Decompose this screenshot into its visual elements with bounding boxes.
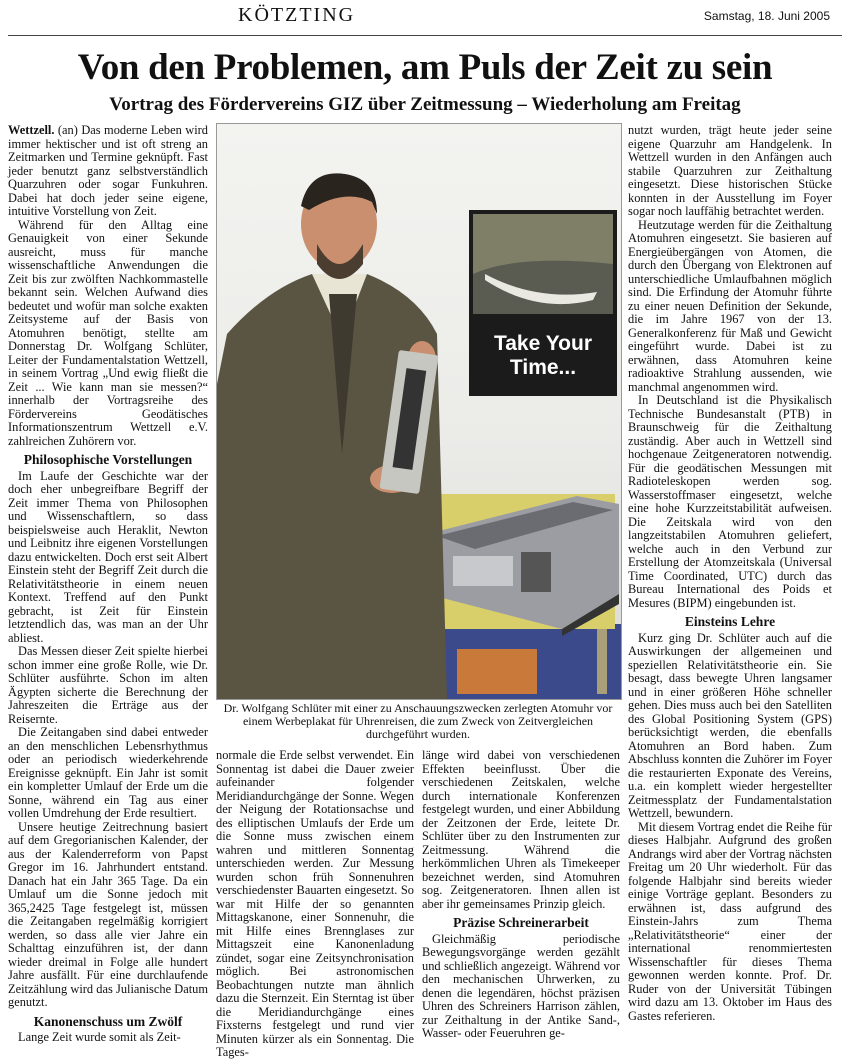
article-column-2: [216, 748, 414, 1059]
header-rule: [8, 35, 842, 36]
poster-line-1: Take Your: [493, 332, 593, 355]
paragraph: normale die Erde selbst verwendet. Ein Sonnentag ist dabei die Dauer zweier aufeinander folgender Meridiandurchgänge der Sonne. Wegen der Neigung der Rotationsachse und des elliptischen Umlaufs der Erde um die Sonne muss zwischen einem wahren und mittleren Sonnentag unterschieden werden. Zur Messung wurden schon früh Sonnenuhren verschiedenster Bauarten eingesetzt. So war mit Hilfe der so genannten Mittagskanone, einer Sonnenuhr, die mit Hilfe eines Brennglases zur Mittagszeit eine Kanonenladung zündet, sogar eine Zeitsynchronisation möglich. Bei astronomischen Beobachtungen nutzte man ähnlich dazu die Sternzeit. Ein Sterntag ist über die Meridiandurchgänge eines Fixsterns festgelegt und rund vier Minuten kürzer als ein Sonnentag. Die Tages-: [216, 748, 414, 1059]
subheading: Kanonenschuss um Zwölf: [33, 1013, 183, 1029]
issue-date: Samstag, 18. Juni 2005: [703, 9, 830, 23]
paragraph: Kurz ging Dr. Schlüter auch auf die Auswirkungen der allgemeinen und speziellen Relativitätstheorie ein. Sie besagt, dass bewegte Uhren langsamer und in einer größeren Höhe schneller gehen. Dies muss auch bei den Satelliten des Global Positioning System (GPS) berücksichtigt werden, die ebenfalls Atomuhren an Bord haben. Zum Abschluss konnten die Zuhörer im Foyer die restaurierten Exponate des Vereins, u.a. ein komplett wieder hergestellter Zeitmessplatz der Fundamentalstation Wettzell, bewundern.: [628, 630, 832, 820]
subheading: Philosophische Vorstellungen: [23, 452, 193, 467]
subheading: Präzise Schreinerarbeit: [453, 915, 589, 930]
paragraph: Das Messen dieser Zeit spielte hierbei schon immer eine große Rolle, wie Dr. Schlüter ausführte. Schon im alten Ägypten sicherte die Berechnung der Jahreszeiten die Erträge aus der Reisernte.: [8, 644, 208, 726]
travel-poster: [469, 210, 617, 396]
subheadline: Vortrag des Fördervereins GIZ über Zeitmessung – Wiederholung am Freitag: [109, 94, 741, 115]
headline: Von den Problemen, am Puls der Zeit zu sein: [77, 47, 773, 88]
paragraph: Gleichmäßig periodische Bewegungsvorgänge werden gezählt und schließlich angezeigt. Während vor den mechanischen Uhrwerken, zu denen die legendären, höchst präzisen Uhren des Schreiners Harrison zählen, zur Zeithaltung in der Antike Sand-, Wasser- oder Feueruhren ge-: [422, 931, 620, 1040]
poster-line-2: Time...: [509, 356, 577, 379]
article-column-4: [628, 124, 832, 1029]
article-column-3: [422, 748, 620, 1040]
paragraph: nutzt wurden, trägt heute jeder seine eigene Quarzuhr am Handgelenk. In Wettzell wurden in den Anfängen auch stabile Quarzuhren zur Zeithaltung eingesetzt. Diese historischen Stücke konnten in der Ausstellung im Foyer sogar noch lauffähig betrachtet werden.: [628, 123, 832, 218]
paragraph: Lange Zeit wurde somit als Zeit-: [18, 1030, 181, 1044]
paragraph: Heutzutage werden für die Zeithaltung Atomuhren eingesetzt. Sie basieren auf Energieübergängen von Atomen, die durch den Übergang von Elektronen auf unterschiedliche Umlaufbahnen möglich sind. Die Erfindung der Atomuhr führte zu einer neuen Definition der Sekunde, die im Jahre 1967 von der 13. Generalkonferenz für Maß und Gewicht eingeführt wurde. Dabei ist zu erwähnen, dass Atomuhren keine radioaktive Strahlung aussenden, wie manchmal angenommen wird.: [628, 217, 832, 394]
paragraph: länge wird dabei von verschiedenen Effekten beeinflusst. Über die verschiedenen Zeitskalen, welche durch internationale Konferenzen festgelegt wurden, und einer Abbildung der Zeitzonen der Erde, leitete Dr. Schlüter über zu den Instrumenten zur Zeitmessung. Während die herkömmlichen Uhren als Timekeeper bezeichnet werden, sind Atomuhren sog. Zeitgeneratoren. Ihnen allen ist aber ihr gemeinsames Prinzip gleich.: [422, 748, 620, 911]
paragraph: In Deutschland ist die Physikalisch Technische Bundesanstalt (PTB) in Braunschweig für die Zeithaltung zuständig. Aber auch in Wettzell sind hochgenaue Zeitgeneratoren notwendig. Für die geodätischen Messungen mit Radioteleskopen werden sog. Wasserstoffmaser eingesetzt, welche eine hohe Kurzzeitstabilität aufweisen. Die Zeitskala wird von den langzeitstabilen Atomuhren geliefert, welche auch in den Verbund zur Erstellung der Atomzeitskala (Universal Time Coordinated, UTC) durch das Bureau International des Poids et Mesures (BIPM) eingebunden ist.: [628, 393, 832, 610]
paragraph: Die Zeitangaben sind dabei entweder an den menschlichen Lebensrhythmus oder an periodisch wiederkehrende Ereignisse geknüpft. Ein Jahr ist somit ein kompletter Umlauf der Erde um die Sonne, während ein Tag aus einer vollen Umdrehung der Erde resultiert.: [8, 725, 208, 820]
article-photo: [216, 123, 622, 700]
subheading: Einsteins Lehre: [684, 614, 776, 629]
paragraph: Unsere heutige Zeitrechnung basiert auf dem Gregorianischen Kalender, der aus der Kalenderreform von Papst Gregor im 16. Jahrhundert entstand. Danach hat ein Jahr 365 Tage. Da ein Umlauf um die Sonne jedoch mit 365,2425 Tage festgelegt ist, müssen die Zeitangaben regelmäßig korrigiert werden, so dass alle vier Jahre ein Schalttag einzuführen ist, der dann wieder dreimal in Folge alle hundert Jahre ausfällt. Für eine durchlaufende Zeitzählung wird das Julianische Datum genutzt.: [8, 819, 208, 1009]
page-header: [0, 0, 850, 40]
paragraph: Im Laufe der Geschichte war der doch eher unbegreifbare Begriff der Zeit immer Thema von Philosophen und Wissenschaftlern, so dass beispielsweise auch Heraklit, Newton und Leibnitz ihre eigenen Vorstellungen dazu entwickelten. Doch erst seit Albert Einstein steht der Begriff Zeit durch die Relativitätstheorie in einem neuen Kontext. Treffend auf den Punkt gebracht, ist Zeit für Einstein letztendlich das, was man an der Uhr abliest.: [8, 468, 208, 645]
dateline: Wettzell.: [8, 123, 55, 137]
section-title: KÖTZTING: [238, 4, 356, 26]
photo-illustration: [217, 124, 621, 699]
paragraph: Mit diesem Vortrag endet die Reihe für dieses Halbjahr. Aufgrund des großen Andrangs wird aber der Vortrag nächsten Freitag um 20 Uhr wiederholt. Für das folgende Halbjahr sind bereits wieder einige Vorträge geplant. Besonders zu erwähnen ist, dass aufgrund des Einstein-Jahrs zum Thema „Relativitätstheorie“ einer der international renommiertesten Wissenschaftler für dieses Thema gewonnen werden konnte. Prof. Dr. Ruder von der Universität Tübingen wird dazu am 13. Oktober im Haus des Gastes referieren.: [628, 819, 832, 1023]
article-column-1: [8, 123, 208, 1044]
paragraph: Während für den Alltag eine Genauigkeit von einer Sekunde ausreicht, muss für manche wissenschaftliche Anwendungen die Zeit bis zur zwölften Nachkommastelle bekannt sein. Welchen Aufwand dies bedeutet und wofür man solche exakten Zeitsysteme auf der Basis von Atomuhren benötigt, stellte am Donnerstag Dr. Wolfgang Schlüter, Leiter der Fundamentalstation Wettzell, in seinem Vortrag „Und ewig fließt die Zeit ... Wie kann man sie messen?“ innerhalb der Vortragsreihe des Fördervereins Geodätisches Informationszentrum Wettzell e.V. zahlreichen Zuhörern vor.: [8, 217, 208, 448]
paragraph: Wettzell. (an) Das moderne Leben wird immer hektischer und ist oft streng an Zeitmarken und Termine geknüpft. Fast jeder benutzt ganz selbstverständlich Quarzuhren oder sogar Funkuhren. Dabei hat doch jeder seine eigene, intuitive Vorstellung von Zeit.: [8, 123, 208, 218]
photo-caption: Dr. Wolfgang Schlüter mit einer zu Anschauungszwecken zerlegten Atomuhr vor einem Werbeplakat für Uhrenreisen, die zum Zweck von Zeitvergleichen durchgeführt wurden.: [223, 701, 613, 741]
